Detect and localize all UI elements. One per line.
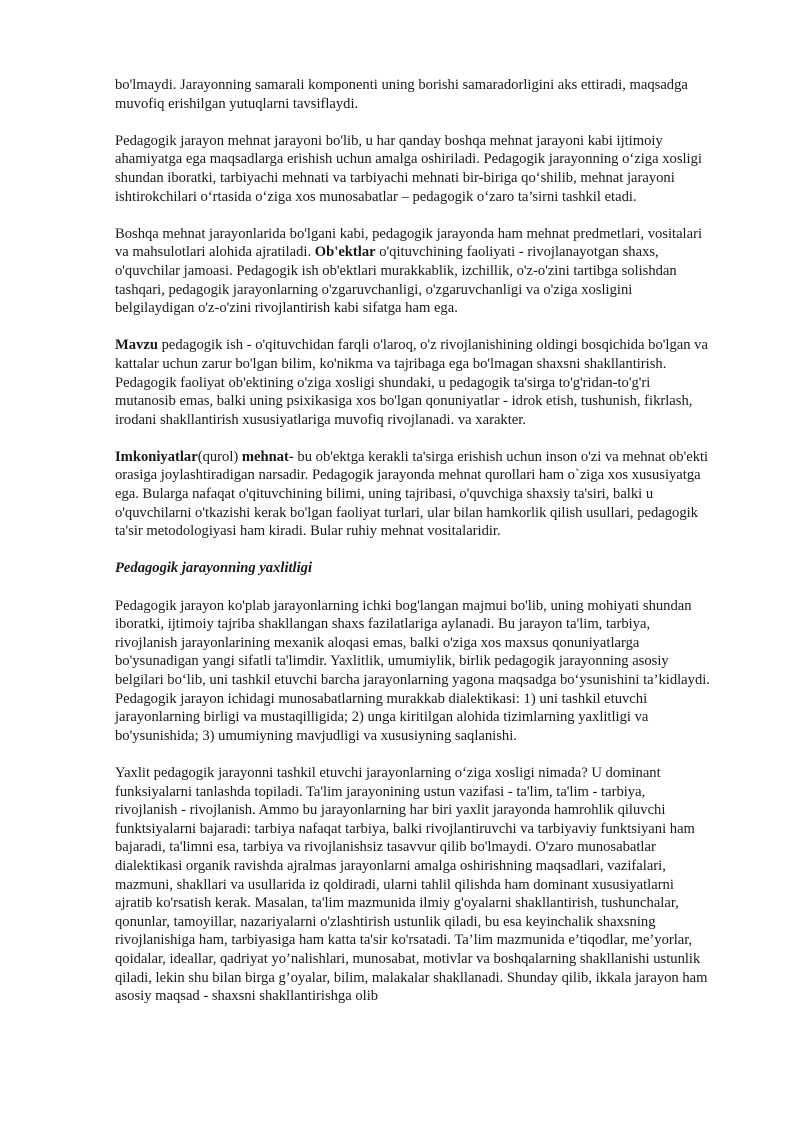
paragraph-objects xyxy=(115,225,710,318)
paragraph-integrity: Pedagogik jarayon ko'plab jarayonlarning ichki bog'langan majmui bo'lib, uning mohiyati shundan iboratki, ijtimoiy tajriba shakllangan shaxs fazilatlariga aylanadi. Bu jarayon ta'lim, tarbiya, rivojlanish jarayonlarining mexanik aloqasi emas, balki o'ziga xos maxsus qonuniyatlarga bo'ysunadigan yangi sifatli ta'limdir. Yaxlitlik, umumiylik, birlik pedagogik jarayonning asosiy belgilari bo‘lib, uni tashkil etuvchi barcha jarayonlarning yagona maqsadga bo‘ysunishini ta’kidlaydi. Pedagogik jarayon ichidagi munosabatlarning murakkab dialektikasi: 1) uni tashkil etuvchi jarayonlarning birligi va mustaqilligida; 2) unga kiritilgan alohida tizimlarning yaxlitligi va bo'ysunishida; 3) umumiyning mavjudligi va xususiyning saqlanishi. xyxy=(115,597,710,744)
paragraph-continuation: bo'lmaydi. Jarayonning samarali komponenti uning borishi samaradorligini aks ettiradi, maqsadga muvofiq erishilgan yutuqlarni tavsiflaydi. xyxy=(115,77,688,112)
term-opportunities: Imkoniyatlar xyxy=(115,448,198,465)
paragraph-labor-process: Pedagogik jarayon mehnat jarayoni bo'lib, u har qanday boshqa mehnat jarayoni kabi ijtimoiy ahamiyatga ega maqsadlarga erishish uchun amalga oshiriladi. Pedagogik jarayonning o‘ziga xosligi shundan iboratki, tarbiyachi mehnati va tarbiyachi mehnati bir-biriga qo‘shilib, mehnat jarayoni ishtirokchilari o‘rtasida o‘ziga xos munosabatlar – pedagogik o‘zaro ta’sirni tashkil etadi. xyxy=(115,132,702,205)
section-heading: Pedagogik jarayonning yaxlitligi xyxy=(115,560,313,577)
paragraph-tools xyxy=(115,448,710,541)
paragraph-subject-body: pedagogik ish - o'qituvchidan farqli o'laroq, o'z rivojlanishining oldingi bosqichida bo'lgan va kattalar uchun zarur bo'lgan bilim, ko'nikma va tajribaga ega bo'lmagan shaxsni shakllantirish. Pedagogik faoliyat ob'ektining o'ziga xosligi shundaki, u pedagogik ta'sirga to'g'ridan-to'g'ri mutanosib emas, balki uning psixikasiga xos bo'lgan qonuniyatlar - idrok etish, tushunish, fikrlash, irodani shakllantirish xususiyatlariga muvofiq rivojlanadi. va xarakter. xyxy=(115,337,708,428)
paragraph-specificity: Yaxlit pedagogik jarayonni tashkil etuvchi jarayonlarning o‘ziga xosligi nimada? U dominant funksiyalarni tanlashda topiladi. Ta'lim jarayonining ustun vazifasi - ta'lim, ta'lim - tarbiya, rivojlanish - rivojlanish. Ammo bu jarayonlarning har biri yaxlit jarayonda hamrohlik qiluvchi funktsiyalarni bajaradi: tarbiya nafaqat tarbiya, balki rivojlantiruvchi va tarbiyaviy funktsiyani ham bajaradi, ta'limni esa, tarbiya va rivojlanishsiz tasavvur qilib bo'lmaydi. O'zaro munosabatlar dialektikasi organik ravishda ajralmas jarayonlarni amalga oshirishning maqsadlari, vazifalari, mazmuni, shakllari va usullarida iz qoldiradi, ularni tahlil qilishda ham dominant xususiyatlarni ajratib ko'rsatish kerak. Masalan, ta'lim mazmunida ilmiy g'oyalarni shakllantirish, tushunchalar, qonunlar, tamoyillar, nazariyalarni o'zlashtirish ustunlik qiladi, bu esa keyinchalik shaxsning rivojlanishiga ham, tarbiyasiga ham katta ta'sir ko'rsatadi. Ta’lim mazmunida e’tiqodlar, me’yorlar, qoidalar, ideallar, qadriyat yo’nalishlari, munosabat, motivlar va boshqalarning shakllanishi ustunlik qiladi, lekin shu bilan birga g’oyalar, bilim, malakalar shakllanadi. Shunday qilib, ikkala jarayon ham asosiy maqsad - shaxsni shakllantirishga olib xyxy=(115,764,708,1005)
term-subject: Mavzu xyxy=(115,337,158,354)
term-labor: mehnat- xyxy=(241,448,294,465)
paragraph-objects-body: o'qituvchining faoliyati - rivojlanayotgan shaxs, o'quvchilar jamoasi. Pedagogik ish ob'ektlari murakkablik, izchillik, o'z-o'zini tartibga solishdan tashqari, pedagogik jarayonlarning o'zgaruvchanligi, o'zgaruvchanligi va o'ziga xosligini belgilaydigan o'z-o'zini rivojlantirish kabi sifatga ham ega. xyxy=(115,244,677,317)
paragraph-objects-lead: Boshqa mehnat jarayonlarida bo'lgani kabi, pedagogik jarayonda ham mehnat predmetlari, vositalari va mahsulotlari alohida ajratiladi. xyxy=(115,225,702,261)
term-tool-note: (qurol) xyxy=(197,448,242,465)
paragraph-tools-body: bu ob'ektga kerakli ta'sirga erishish uchun inson o'zi va mehnat ob'ekti orasiga joylashtiradigan narsadir. Pedagogik jarayonda mehnat qurollari ham o`ziga xos xususiyatga ega. Bularga nafaqat o'qituvchining bilimi, uning tajribasi, o'quvchiga shaxsiy ta'siri, balki u o'quvchilarni o'tkazishi kerak bo'lgan faoliyat turlari, ular bilan hamkorlik qilish usullari, pedagogik ta'sir metodologiyasi ham kiradi. Bular ruhiy mehnat vositalaridir. xyxy=(115,448,709,540)
document-page xyxy=(115,76,710,1006)
term-objects: Ob'ektlar xyxy=(314,244,376,261)
paragraph-subject xyxy=(115,336,710,429)
